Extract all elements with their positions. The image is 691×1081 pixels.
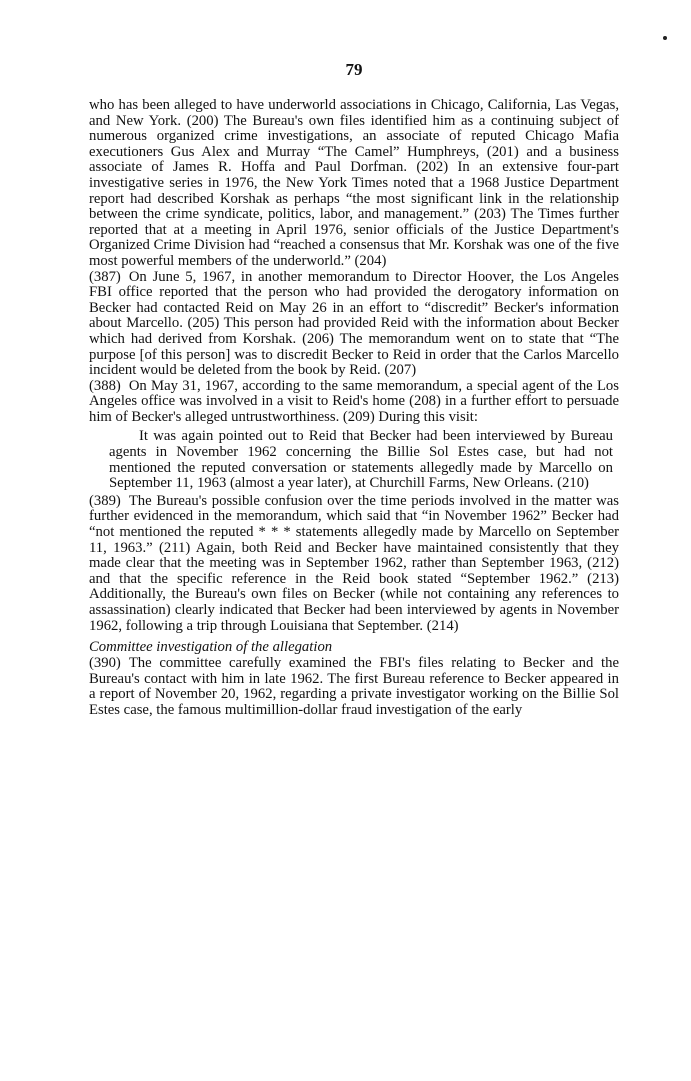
page-number: 79: [345, 60, 363, 79]
block-quote-text: It was again pointed out to Reid that Becker had been interviewed by Bureau agents in November 1962 concerning the Billie Sol Estes case, but had not mentioned the reputed conversation or statements allegedly made by Marcello on September 11, 1963 (almost a year later), at Churchill Farms, New Orleans. (210): [109, 428, 613, 492]
paragraph-text: who has been alleged to have underworld associations in Chicago, California, Las Vegas, and New York. (200) The Bureau's own files identified him as a continuing subject of numerous organized crime investigations, an associate of reputed Chicago Mafia executioners Gus Alex and Murray “The Camel” Humphreys, (201) and a business associate of James R. Hoffa and Paul Dorfman. (202) In an extensive four-part investigative series in 1976, the New York Times noted that a 1968 Justice Department report had described Korshak as perhaps “the most significant link in the relationship between the crime syndicate, politics, labor, and management.” (203) The Times further reported that at a meeting in April 1976, senior officials of the Justice Department's Organized Crime Division had “reached a consensus that Mr. Korshak was one of the five most powerful members of the underworld.” (204): [89, 97, 619, 269]
section-heading: Committee investigation of the allegation: [89, 639, 333, 656]
paragraph-number: (390): [89, 655, 121, 672]
paragraph-continuation: [89, 98, 619, 270]
paragraph-text: The committee carefully examined the FBI's files relating to Becker and the Bureau's contact with him in late 1962. The first Bureau reference to Becker appeared in a report of November 20, 1962, regarding a private investigator working on the Billie Sol Estes case, the famous multimillion-dollar fraud investigation of the early: [89, 655, 619, 718]
paragraph-388: [89, 379, 619, 426]
paragraph-390: [89, 656, 619, 718]
paragraph-text: The Bureau's possible confusion over the time periods involved in the matter was further evidenced in the memorandum, which said that “in November 1962” Becker had “not mentioned the reputed * * * statements allegedly made by Marcello on September 11, 1963.” (211) Again, both Reid and Becker have maintained consistently that they made clear that the meeting was in September 1962, rather than September 1963, (212) and that the specific reference in the Reid book stated “September 1962.” (213) Additionally, the Bureau's own files on Becker (while not containing any references to assassination) clearly indicated that Becker had been interviewed by agents in November 1962, following a trip through Louisiana that September. (214): [89, 492, 619, 634]
page-mark-dot: [663, 36, 667, 40]
paragraph-text: On June 5, 1967, in another memorandum to Director Hoover, the Los Angeles FBI office reported that the person who had provided the derogatory information on Becker had contacted Reid on May 26 in an effort to “discredit” Becker's information about Marcello. (205) This person had provided Reid with the information about Becker which had derived from Korshak. (206) The memorandum went on to state that “The purpose [of this person] was to discredit Becker to Reid in order that the Carlos Marcello incident would be deleted from the book by Reid. (207): [89, 268, 619, 379]
paragraph-389: [89, 494, 619, 634]
document-page: [89, 60, 619, 719]
paragraph-number: (387): [89, 268, 121, 285]
paragraph-number: (388): [89, 377, 121, 394]
block-quote: [89, 429, 619, 491]
paragraph-387: [89, 270, 619, 379]
paragraph-number: (389): [89, 492, 121, 509]
paragraph-text: On May 31, 1967, according to the same memorandum, a special agent of the Los Angeles office was involved in a visit to Reid's home (208) in a further effort to persuade him of Becker's alleged untrustworthiness. (209) During this visit:: [89, 377, 619, 425]
